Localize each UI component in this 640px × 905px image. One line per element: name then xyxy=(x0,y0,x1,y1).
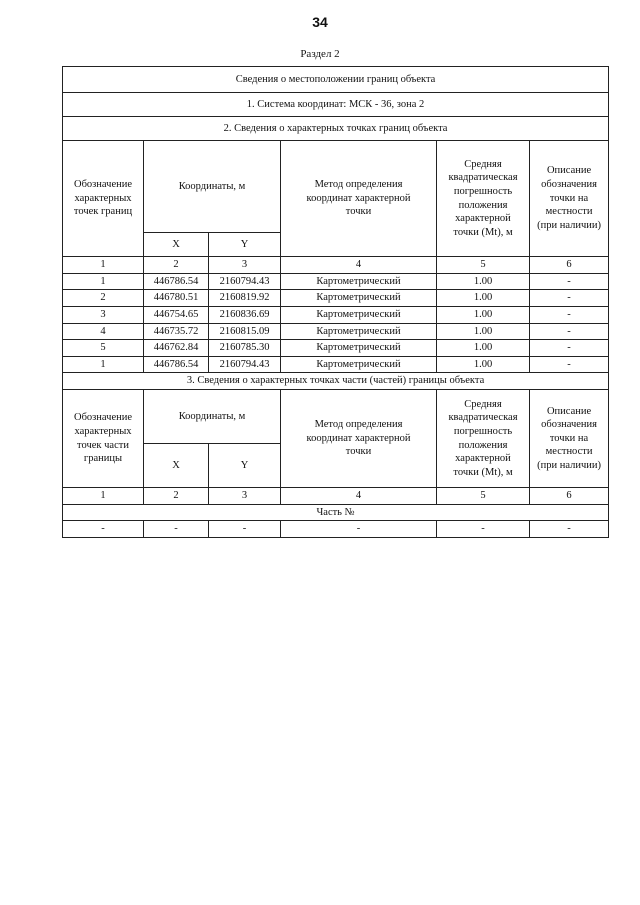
point-method: Картометрический xyxy=(281,306,437,323)
header-coords: Координаты, м xyxy=(144,141,281,233)
point-description: - xyxy=(530,340,609,357)
empty-cell: - xyxy=(437,521,530,538)
table-row xyxy=(63,306,609,323)
header2-method: Метод определения координат характерной точки xyxy=(281,390,437,488)
part-label: Часть № xyxy=(63,504,609,521)
col-number: 5 xyxy=(437,257,530,274)
header2-designation: Обозначение характерных точек части границы xyxy=(63,390,144,488)
point-id: 1 xyxy=(63,356,144,373)
section2-title: 2. Сведения о характерных точках границ объекта xyxy=(63,117,609,141)
header2-error: Средняя квадратическая погрешность положения характерной точки (Mt), м xyxy=(437,390,530,488)
coord-system-row xyxy=(63,93,609,117)
header2-y: Y xyxy=(209,444,281,488)
header-error: Средняя квадратическая погрешность положения характерной точки (Mt), м xyxy=(437,141,530,257)
point-id: 5 xyxy=(63,340,144,357)
header2-x: X xyxy=(144,444,209,488)
point-error: 1.00 xyxy=(437,273,530,290)
header2-coords: Координаты, м xyxy=(144,390,281,444)
point-error: 1.00 xyxy=(437,340,530,357)
col-number: 4 xyxy=(281,257,437,274)
table-row xyxy=(63,323,609,340)
point-y: 2160815.09 xyxy=(209,323,281,340)
point-method: Картометрический xyxy=(281,340,437,357)
header-row-1 xyxy=(63,141,609,233)
table-row xyxy=(63,356,609,373)
point-id: 2 xyxy=(63,290,144,307)
page-number: 34 xyxy=(312,14,328,30)
col-number: 2 xyxy=(144,488,209,505)
section-label: Раздел 2 xyxy=(300,48,340,60)
empty-cell: - xyxy=(281,521,437,538)
table-title: Сведения о местоположении границ объекта xyxy=(63,67,609,93)
section3-title-row xyxy=(63,373,609,390)
empty-cell: - xyxy=(144,521,209,538)
section2-title-row xyxy=(63,117,609,141)
point-x: 446762.84 xyxy=(144,340,209,357)
table-row xyxy=(63,340,609,357)
point-description: - xyxy=(530,290,609,307)
header-y: Y xyxy=(209,233,281,257)
point-x: 446754.65 xyxy=(144,306,209,323)
point-description: - xyxy=(530,356,609,373)
point-x: 446780.51 xyxy=(144,290,209,307)
table-row xyxy=(63,290,609,307)
column-number-row-2 xyxy=(63,488,609,505)
header2-description: Описание обозначения точки на местности (при наличии) xyxy=(530,390,609,488)
point-error: 1.00 xyxy=(437,356,530,373)
point-method: Картометрический xyxy=(281,323,437,340)
header2-row-1 xyxy=(63,390,609,444)
point-error: 1.00 xyxy=(437,306,530,323)
empty-cell: - xyxy=(63,521,144,538)
col-number: 4 xyxy=(281,488,437,505)
col-number: 3 xyxy=(209,257,281,274)
col-number: 5 xyxy=(437,488,530,505)
header-designation: Обозначение характерных точек границ xyxy=(63,141,144,257)
point-error: 1.00 xyxy=(437,290,530,307)
point-x: 446786.54 xyxy=(144,273,209,290)
point-y: 2160785.30 xyxy=(209,340,281,357)
empty-cell: - xyxy=(530,521,609,538)
empty-cell: - xyxy=(209,521,281,538)
col-number: 6 xyxy=(530,257,609,274)
point-y: 2160794.43 xyxy=(209,273,281,290)
col-number: 1 xyxy=(63,488,144,505)
point-id: 4 xyxy=(63,323,144,340)
point-description: - xyxy=(530,306,609,323)
header-x: X xyxy=(144,233,209,257)
table-title-row xyxy=(63,67,609,93)
coord-system: 1. Система координат: МСК - 36, зона 2 xyxy=(63,93,609,117)
point-method: Картометрический xyxy=(281,273,437,290)
col-number: 3 xyxy=(209,488,281,505)
point-description: - xyxy=(530,273,609,290)
point-id: 3 xyxy=(63,306,144,323)
boundary-table xyxy=(62,66,609,538)
point-y: 2160836.69 xyxy=(209,306,281,323)
col-number: 2 xyxy=(144,257,209,274)
column-number-row xyxy=(63,257,609,274)
header-method: Метод определения координат характерной точки xyxy=(281,141,437,257)
point-x: 446786.54 xyxy=(144,356,209,373)
point-y: 2160794.43 xyxy=(209,356,281,373)
point-method: Картометрический xyxy=(281,356,437,373)
header-description: Описание обозначения точки на местности (при наличии) xyxy=(530,141,609,257)
col-number: 6 xyxy=(530,488,609,505)
table-row xyxy=(63,521,609,538)
point-error: 1.00 xyxy=(437,323,530,340)
table-row xyxy=(63,273,609,290)
point-description: - xyxy=(530,323,609,340)
point-x: 446735.72 xyxy=(144,323,209,340)
point-id: 1 xyxy=(63,273,144,290)
col-number: 1 xyxy=(63,257,144,274)
point-y: 2160819.92 xyxy=(209,290,281,307)
section3-title: 3. Сведения о характерных точках части (частей) границы объекта xyxy=(63,373,609,390)
point-method: Картометрический xyxy=(281,290,437,307)
part-label-row xyxy=(63,504,609,521)
